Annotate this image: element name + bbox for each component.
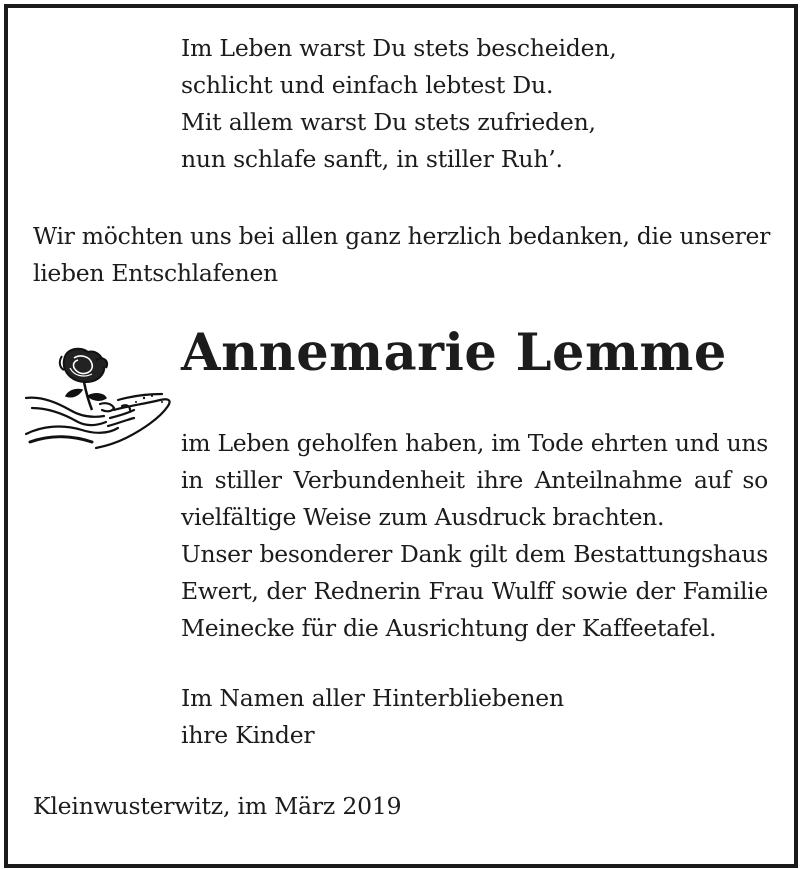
rose-in-hands-icon — [22, 338, 174, 462]
thanks-intro — [33, 218, 773, 292]
acknowledgement-paragraph: im Leben geholfen haben, im Tode ehrten und uns in stiller Verbundenheit ihre Anteilnahme auf so vielfältige Weise zum Ausdruck brachten. — [181, 429, 768, 531]
signature-line: Im Namen aller Hinterbliebenen — [181, 684, 564, 712]
memorial-poem — [181, 30, 617, 178]
poem-line: Mit allem warst Du stets zufrieden, — [181, 108, 596, 136]
thanks-line: lieben Entschlafenen — [33, 259, 278, 287]
poem-line: schlicht und einfach lebtest Du. — [181, 71, 554, 99]
acknowledgement-text — [181, 425, 768, 647]
thanks-line: Wir möchten uns bei allen ganz herzlich bedanken, die unserer — [33, 222, 771, 250]
deceased-name: Annemarie Lemme — [181, 323, 727, 383]
acknowledgement-paragraph: Unser besonderer Dank gilt dem Bestattungshaus Ewert, der Rednerin Frau Wulff sowie der Familie Meinecke für die Ausrichtung der Kaffeetafel. — [181, 540, 768, 642]
poem-line: nun schlafe sanft, in stiller Ruh’. — [181, 145, 563, 173]
place-and-date: Kleinwusterwitz, im März 2019 — [33, 792, 402, 820]
signature — [181, 680, 564, 754]
poem-line: Im Leben warst Du stets bescheiden, — [181, 34, 617, 62]
signature-line: ihre Kinder — [181, 721, 315, 749]
